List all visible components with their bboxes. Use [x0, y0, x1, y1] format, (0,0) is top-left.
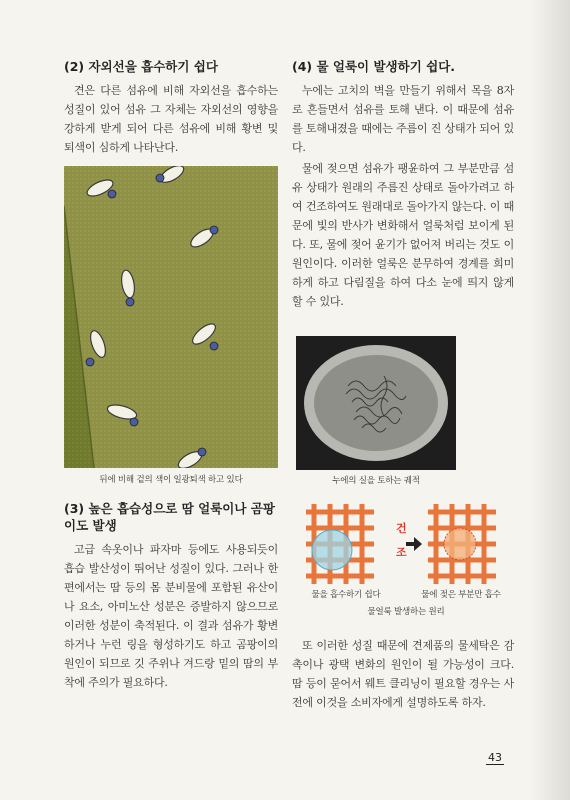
left-column-lower: [64, 500, 278, 692]
page-number: 43: [488, 751, 502, 764]
water-stain-illustration: [296, 500, 516, 592]
right-column: [292, 58, 514, 311]
right-column-lower: [292, 636, 514, 712]
faded-fabric-photo: [64, 166, 278, 468]
diagram-left-caption: 물을 흡수하기 쉽다: [311, 590, 381, 600]
dry-label-2: 조: [396, 546, 407, 559]
section-2-heading: (2) 자외선을 흡수하기 쉽다: [64, 59, 218, 74]
diagram-title: 물얼룩 발생하는 원리: [367, 607, 445, 617]
dry-label-1: 건: [396, 522, 407, 535]
section-3-heading: (3) 높은 흡습성으로 땀 얼룩이나 곰팡이도 발생: [64, 501, 275, 533]
fabric-caption: 뒤에 비해 겉의 색이 일광퇴색 하고 있다: [99, 475, 243, 485]
cocoon-caption: 누에의 실을 토하는 궤적: [332, 476, 420, 486]
arrow-right-icon: [406, 537, 422, 551]
section-2-paragraph: 견은 다른 섬유에 비해 자외선을 흡수하는 성질이 있어 섬유 그 자체는 자외선의 영향을 강하게 받게 되어 다른 섬유에 비해 황변 및 퇴색이 심하게 나타난다.: [64, 84, 278, 154]
diagram-right-caption: 물에 젖은 부분만 흡수: [421, 590, 501, 600]
cocoon-silk-trace-photo: [296, 336, 456, 470]
fabric-illustration: [64, 166, 278, 468]
section-3-paragraph: 고급 속옷이나 파자마 등에도 사용되듯이 흡습 발산성이 뛰어난 성질이 있다. 그러나 한편에서는 땀 등의 몸 분비물에 포함된 유산이나 요소, 아미노산 성분은 증발하지 않으므로 이러한 성분이 축적된다. 이 결과 섬유가 황변하거나 누런 링을 형성하기도 하고 곰팡이의 원인이 되므로 깃 주위나 겨드랑 밑의 땀의 부착에 주의가 필요하다.: [64, 543, 278, 689]
section-4-paragraph-2: 물에 젖으면 섬유가 팽윤하여 그 부분만큼 섬유 상태가 원래의 주름진 상태로 돌아가려고 하여 건조하여도 원래대로 돌아가지 않는다. 이 때문에 빛의 반사가 변화해서 얼룩처럼 보이게 된다. 또, 물에 젖어 윤기가 없어져 버리는 것도 이 원인이다. 이러한 얼룩은 분무하여 경계를 희미하게 하고 다림질을 하여 다소 눈에 띄지 않게 할 수 있다.: [292, 162, 514, 308]
water-stain-diagram: [296, 500, 516, 615]
section-4-heading: (4) 물 얼룩이 발생하기 쉽다.: [292, 59, 456, 74]
cocoon-illustration: [296, 336, 456, 470]
closing-paragraph: 또 이러한 성질 때문에 견제품의 물세탁은 감촉이나 광택 변화의 원인이 될 가능성이 크다. 땀 등이 묻어서 웨트 클리닝이 필요할 경우는 사전에 이것을 소비자에게 설명하도록 하자.: [292, 639, 514, 709]
left-column: [64, 58, 278, 157]
page-edge-shadow: [530, 0, 570, 800]
section-4-paragraph-1: 누에는 고치의 벽을 만들기 위해서 목을 8자로 흔들면서 섬유를 토해 낸다. 이 때문에 섬유를 토해내졌을 때에는 주름이 진 상태가 되어 있다.: [292, 84, 514, 154]
